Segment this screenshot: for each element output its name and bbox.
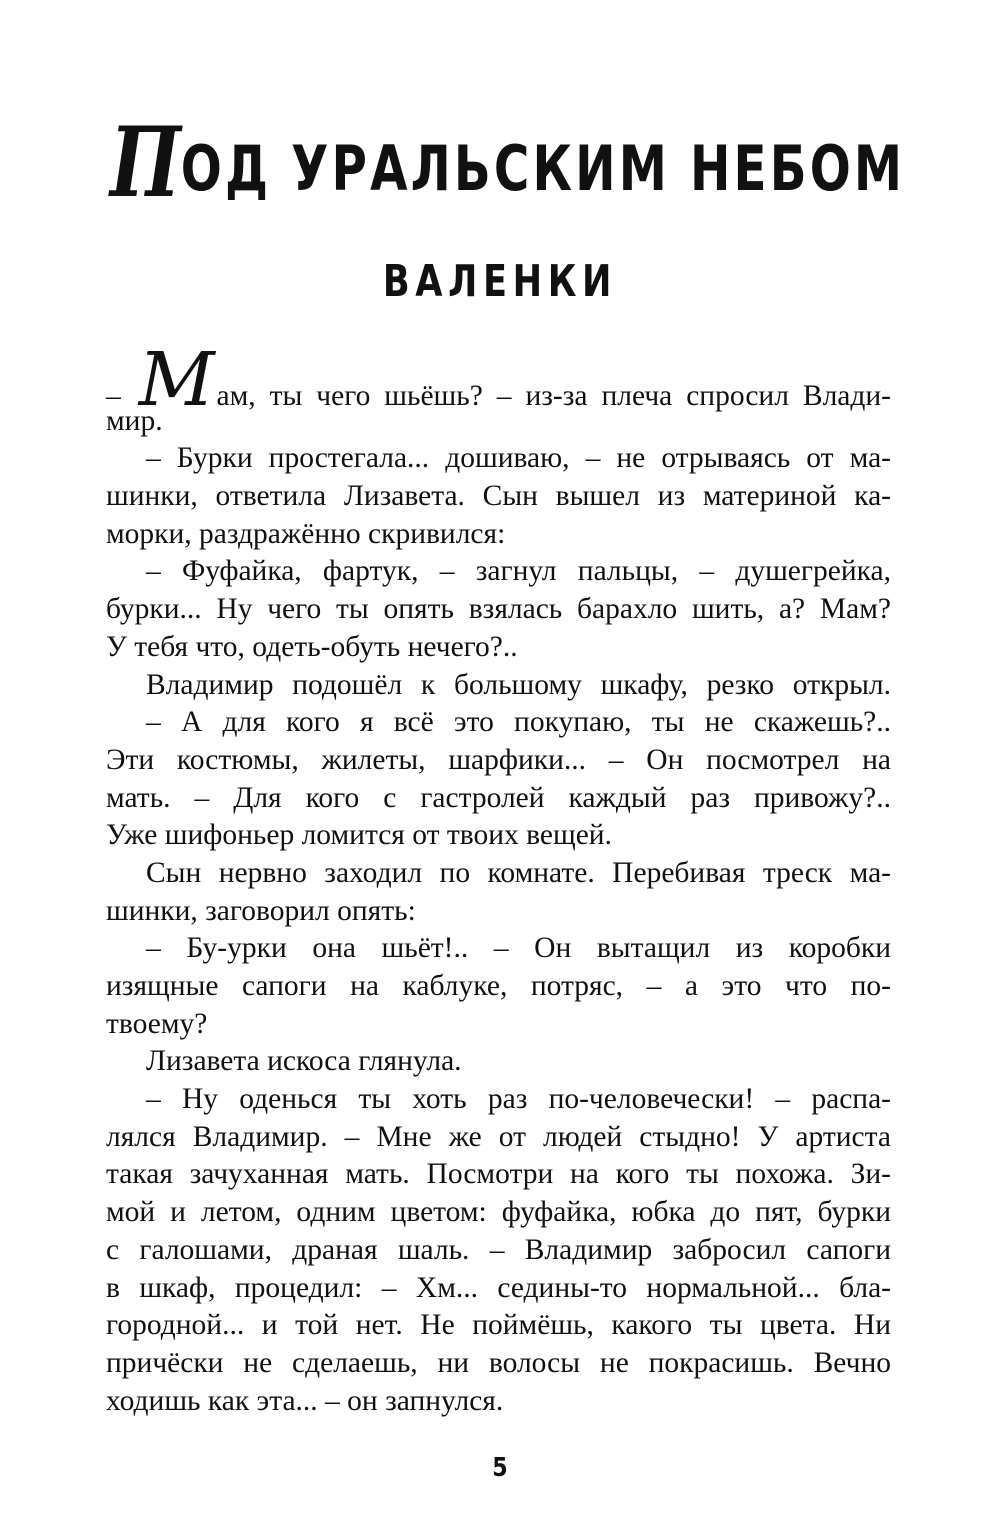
text-line: причёски не сделаешь, ни волосы не покрасишь. Вечно: [106, 1346, 891, 1379]
text-line: Лизавета искоса глянула.: [146, 1045, 462, 1078]
chapter-title-rest: ОД УРАЛЬСКИМ НЕБОМ: [180, 132, 906, 205]
text-line: ходишь как эта... – он запнулся.: [106, 1384, 504, 1417]
text-line: городной... и той нет. Не поймёшь, какого ты цвета. Ни: [106, 1309, 891, 1342]
text-line: Владимир подошёл к большому шкафу, резко открыл.: [146, 668, 891, 701]
text-line: Уже шифоньер ломится от твоих вещей.: [106, 819, 612, 852]
text-line: – Ну оденься ты хоть раз по-человечески! – распа-: [146, 1083, 891, 1116]
text-line: изящные сапоги на каблуке, потряс, – а это что по-: [106, 970, 891, 1002]
text-line: – Фуфайка, фартук, – загнул пальцы, – душегрейка,: [146, 555, 891, 588]
text-line: в шкаф, процедил: – Хм... седины-то нормальной... бла-: [106, 1271, 891, 1304]
opening-dash: –: [106, 380, 121, 412]
page-number: 5: [492, 1453, 508, 1483]
text-line: шинки, ответила Лизавета. Сын вышел из материной ка-: [106, 480, 891, 513]
chapter-title: [110, 106, 906, 219]
text-line: мир.: [106, 404, 163, 437]
text-line: шинки, заговорил опять:: [106, 894, 416, 927]
text-line: мой и летом, одним цветом: фуфайка, юбка до пят, бурки: [106, 1196, 891, 1229]
text-line: такая зачуханная мать. Посмотри на кого ты похожа. Зи-: [106, 1158, 891, 1191]
text-line: У тебя что, одеть-обуть нечего?..: [106, 630, 518, 663]
text-line: – А для кого я всё это покупаю, ты не скажешь?..: [146, 706, 891, 739]
text-line: Сын нервно заходил по комнате. Перебивая треск ма-: [146, 856, 891, 889]
story-title: ВАЛЕНКИ: [382, 256, 618, 307]
text-line-1-content: ам, ты чего шьёшь? – из-за плеча спросил Влади-: [216, 380, 891, 412]
text-line: – Бурки простегала... дошиваю, – не отрываясь от ма-: [146, 442, 891, 475]
text-line: морки, раздражённо скривился:: [106, 517, 506, 550]
text-line: с галошами, драная шаль. – Владимир забросил сапоги: [106, 1233, 891, 1266]
chapter-title-initial: П: [110, 106, 181, 219]
drop-cap: М: [138, 337, 215, 423]
body-text: [106, 337, 891, 1420]
text-line: бурки... Ну чего ты опять взялась барахло шить, а? Мам?: [106, 593, 891, 626]
text-line: Эти костюмы, жилеты, шарфики... – Он посмотрел на: [106, 743, 891, 776]
text-line: мать. – Для кого с гастролей каждый раз привожу?..: [106, 781, 891, 814]
text-line: твоему?: [106, 1007, 208, 1040]
text-line: – Бу-урки она шьёт!.. – Он вытащил из коробки: [146, 932, 891, 965]
text-line: лялся Владимир. – Мне же от людей стыдно! У артиста: [106, 1120, 891, 1153]
